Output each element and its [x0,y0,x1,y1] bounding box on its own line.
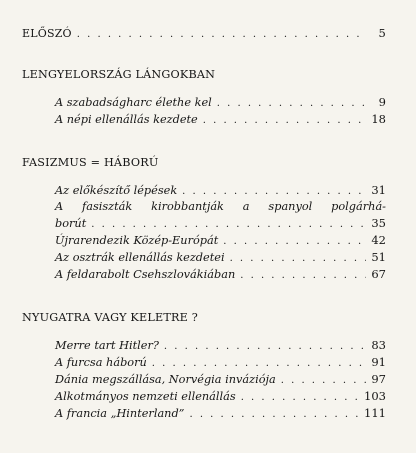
toc-entry [55,337,386,354]
toc-entry-page: 103 [364,389,386,403]
toc-entry-page: 51 [371,250,386,264]
dot-leader [77,30,367,40]
chapter-list [22,182,386,283]
toc-entry-page: 5 [378,26,386,40]
dot-leader [189,410,359,420]
toc-entry [55,215,386,232]
toc-entry-title: Dánia megszállása, Norvégia inváziója [55,373,276,386]
toc-entry-page: 67 [371,267,386,281]
toc-entry-foreword [22,26,386,40]
dot-leader [217,99,367,109]
toc-entry-page: 31 [371,183,386,197]
dot-leader [281,376,367,386]
toc-entry-title: Az osztrák ellenállás kezdetei [55,251,225,264]
toc-entry-title: A feldarabolt Csehszlovákiában [55,268,236,281]
table-of-contents [22,26,386,422]
toc-entry-page: 18 [371,112,386,126]
toc-entry [55,388,386,405]
toc-entry-title: ELŐSZÓ [22,27,72,40]
dot-leader [91,220,366,230]
toc-entry-page: 91 [371,355,386,369]
toc-entry [55,266,386,283]
toc-entry [55,232,386,249]
dot-leader [241,393,359,403]
dot-leader [152,359,367,369]
toc-entry-title: Alkotmányos nemzeti ellenállás [55,390,236,403]
part-heading: FASIZMUS = HÁBORÚ [22,156,159,169]
toc-part-2 [22,156,386,283]
dot-leader [223,237,366,247]
toc-entry-multiline [55,199,386,232]
toc-entry-page: 83 [371,338,386,352]
toc-entry [55,249,386,266]
dot-leader [203,116,367,126]
toc-part-3 [22,311,386,422]
toc-entry [55,182,386,199]
dot-leader [230,254,367,264]
toc-entry-title: Az előkészítő lépések [55,184,178,197]
toc-entry-page: 9 [378,95,386,109]
toc-entry-title: Merre tart Hitler? [55,339,159,352]
toc-entry-page: 111 [364,406,386,420]
toc-entry-title-line2: borút [55,217,87,230]
dot-leader [164,342,366,352]
toc-entry-title-line1: A fasiszták kirobbantják a spanyol polgárhá- [55,200,386,213]
dot-leader [182,187,366,197]
part-heading: LENGYELORSZÁG LÁNGOKBAN [22,68,216,81]
toc-entry-page: 35 [371,216,386,230]
toc-entry-page: 42 [371,233,386,247]
toc-entry-title: A furcsa háború [55,356,147,369]
toc-entry [55,405,386,422]
chapter-list [22,94,386,128]
chapter-list [22,337,386,422]
part-heading: NYUGATRA VAGY KELETRE ? [22,311,198,324]
toc-entry-title: A népi ellenállás kezdete [55,113,198,126]
toc-entry-title: A szabadságharc élethe kel [55,96,212,109]
toc-entry-title: Újrarendezik Közép-Európát [55,234,219,247]
toc-part-1 [22,68,386,128]
toc-entry [55,354,386,371]
toc-entry [55,371,386,388]
toc-entry [55,94,386,111]
toc-entry-title: A francia „Hinterland” [55,407,185,420]
toc-entry-page: 97 [371,372,386,386]
dot-leader [240,271,366,281]
toc-entry [55,111,386,128]
